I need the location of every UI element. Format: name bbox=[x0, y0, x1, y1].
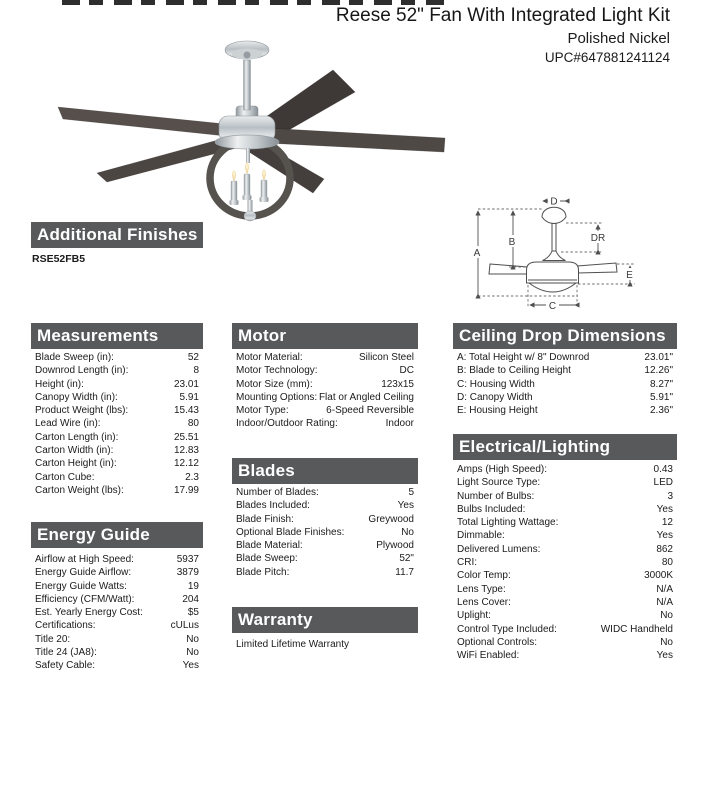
spec-row bbox=[31, 365, 203, 378]
spec-row bbox=[232, 405, 418, 418]
electrical-lighting-rows bbox=[453, 460, 677, 663]
spec-label: C: Housing Width bbox=[457, 378, 535, 390]
spec-row bbox=[31, 567, 203, 580]
spec-value: $5 bbox=[187, 607, 199, 619]
spec-row bbox=[453, 650, 677, 663]
ceiling-drop-rows bbox=[453, 349, 677, 418]
diagram-label-e: E bbox=[626, 270, 633, 281]
spec-label: Motor Size (mm): bbox=[236, 378, 313, 390]
spec-value: WIDC Handheld bbox=[600, 623, 673, 635]
diagram-label-c: C bbox=[548, 301, 557, 312]
spec-label: Motor Technology: bbox=[236, 365, 318, 377]
spec-value: 80 bbox=[187, 418, 199, 430]
spec-value: 12.26" bbox=[644, 365, 673, 377]
spec-label: Title 24 (JA8): bbox=[35, 647, 97, 659]
diagram-label-b: B bbox=[508, 237, 516, 248]
spec-row bbox=[232, 527, 418, 540]
spec-row bbox=[31, 607, 203, 620]
spec-label: B: Blade to Ceiling Height bbox=[457, 365, 571, 377]
spec-label: Indoor/Outdoor Rating: bbox=[236, 418, 338, 430]
spec-value: DC bbox=[399, 365, 414, 377]
spec-label: Certifications: bbox=[35, 620, 96, 632]
spec-value: LED bbox=[653, 477, 673, 489]
section-blades bbox=[232, 458, 418, 580]
spec-value: 5.91" bbox=[649, 391, 673, 403]
spec-label: Airflow at High Speed: bbox=[35, 554, 134, 565]
spec-label: D: Canopy Width bbox=[457, 391, 533, 403]
spec-row bbox=[31, 418, 203, 431]
spec-label: Efficiency (CFM/Watt): bbox=[35, 593, 135, 605]
spec-value: Yes bbox=[656, 650, 673, 662]
spec-value: 12.83 bbox=[173, 445, 199, 457]
spec-value: 0.43 bbox=[653, 464, 673, 475]
additional-finishes-heading: Additional Finishes bbox=[31, 222, 203, 248]
spec-row bbox=[453, 405, 677, 418]
spec-value: 123x15 bbox=[381, 378, 414, 390]
section-warranty bbox=[232, 607, 418, 650]
spec-label: Color Temp: bbox=[457, 570, 511, 582]
spec-value: 52 bbox=[187, 352, 199, 363]
spec-row bbox=[453, 491, 677, 504]
spec-row bbox=[453, 570, 677, 583]
spec-label: E: Housing Height bbox=[457, 405, 538, 417]
spec-row bbox=[232, 365, 418, 378]
spec-label: Lens Type: bbox=[457, 583, 506, 595]
spec-label: Bulbs Included: bbox=[457, 503, 526, 515]
product-finish: Polished Nickel bbox=[567, 29, 670, 47]
energy-guide-rows bbox=[31, 548, 203, 674]
spec-value: 2.3 bbox=[185, 471, 199, 483]
diagram-label-a: A bbox=[473, 248, 481, 259]
spec-row bbox=[453, 517, 677, 530]
spec-row bbox=[232, 514, 418, 527]
spec-label: Control Type Included: bbox=[457, 623, 557, 635]
spec-label: Motor Type: bbox=[236, 405, 289, 417]
spec-label: Blade Sweep (in): bbox=[35, 352, 114, 363]
spec-value: 80 bbox=[661, 557, 673, 569]
section-motor bbox=[232, 323, 418, 432]
spec-value: 17.99 bbox=[173, 484, 199, 496]
spec-label: Amps (High Speed): bbox=[457, 464, 548, 475]
spec-label: Number of Blades: bbox=[236, 487, 319, 498]
section-measurements bbox=[31, 323, 203, 498]
spec-value: No bbox=[401, 526, 414, 538]
spec-value: No bbox=[186, 633, 199, 645]
spec-row bbox=[453, 477, 677, 490]
spec-row bbox=[453, 610, 677, 623]
spec-label: Energy Guide Airflow: bbox=[35, 567, 132, 579]
spec-value: 23.01" bbox=[644, 352, 673, 363]
spec-value: 8 bbox=[193, 365, 199, 377]
motor-rows bbox=[232, 349, 418, 432]
spec-row bbox=[453, 557, 677, 570]
spec-row bbox=[31, 660, 203, 673]
spec-label: Number of Bulbs: bbox=[457, 490, 535, 502]
spec-label: Downrod Length (in): bbox=[35, 365, 129, 377]
spec-value: 3000K bbox=[644, 570, 673, 582]
spec-row bbox=[31, 405, 203, 418]
spec-row bbox=[31, 458, 203, 471]
spec-value: 12 bbox=[661, 517, 673, 529]
spec-row bbox=[31, 485, 203, 498]
warranty-text: Limited Lifetime Warranty bbox=[236, 639, 349, 650]
spec-value: 23.01 bbox=[173, 378, 199, 390]
blades-rows bbox=[232, 484, 418, 580]
spec-row bbox=[232, 352, 418, 365]
spec-row bbox=[31, 352, 203, 365]
spec-value: No bbox=[660, 636, 673, 648]
spec-label: Optional Controls: bbox=[457, 636, 538, 648]
spec-label: Carton Weight (lbs): bbox=[35, 484, 124, 496]
spec-value: 862 bbox=[656, 543, 673, 555]
spec-row bbox=[31, 472, 203, 485]
spec-value: 25.51 bbox=[173, 431, 199, 443]
spec-row bbox=[31, 379, 203, 392]
spec-value: 6-Speed Reversible bbox=[326, 405, 414, 417]
spec-label: Dimmable: bbox=[457, 530, 505, 542]
spec-label: CRI: bbox=[457, 557, 477, 569]
motor-housing bbox=[215, 106, 279, 149]
spec-label: Safety Cable: bbox=[35, 660, 96, 672]
measurements-rows bbox=[31, 349, 203, 498]
spec-label: Carton Height (in): bbox=[35, 458, 117, 470]
spec-row bbox=[453, 637, 677, 650]
spec-label: Product Weight (lbs): bbox=[35, 405, 129, 417]
spec-label: Uplight: bbox=[457, 610, 491, 622]
spec-label: Height (in): bbox=[35, 378, 84, 390]
product-upc: UPC#647881241124 bbox=[544, 50, 670, 66]
spec-row bbox=[232, 392, 418, 405]
spec-label: Carton Cube: bbox=[35, 471, 95, 483]
spec-value: 12.12 bbox=[173, 458, 199, 470]
spec-row bbox=[31, 445, 203, 458]
spec-value: Indoor bbox=[385, 418, 414, 430]
spec-value: 3 bbox=[667, 490, 673, 502]
spec-label: Title 20: bbox=[35, 633, 71, 645]
spec-value: Yes bbox=[397, 500, 414, 512]
spec-label: Lens Cover: bbox=[457, 596, 511, 608]
spec-row bbox=[31, 581, 203, 594]
spec-row bbox=[453, 352, 677, 365]
spec-value: N/A bbox=[656, 596, 673, 608]
spec-label: A: Total Height w/ 8" Downrod bbox=[457, 352, 590, 363]
spec-row bbox=[232, 487, 418, 500]
spec-label: WiFi Enabled: bbox=[457, 650, 520, 662]
spec-label: Delivered Lumens: bbox=[457, 543, 541, 555]
section-energy-guide bbox=[31, 522, 203, 674]
spec-row bbox=[31, 392, 203, 405]
spec-value: Plywood bbox=[376, 540, 414, 552]
spec-row bbox=[232, 540, 418, 553]
spec-row bbox=[232, 500, 418, 513]
spec-row bbox=[453, 624, 677, 637]
spec-value: No bbox=[186, 647, 199, 659]
spec-row bbox=[31, 594, 203, 607]
spec-value: No bbox=[660, 610, 673, 622]
spec-value: 5 bbox=[408, 487, 414, 498]
spec-row bbox=[453, 504, 677, 517]
spec-label: Blade Finish: bbox=[236, 513, 294, 525]
spec-value: 11.7 bbox=[395, 566, 414, 578]
spec-row bbox=[232, 567, 418, 580]
spec-value: 19 bbox=[187, 580, 199, 592]
spec-row bbox=[453, 464, 677, 477]
spec-row bbox=[453, 365, 677, 378]
spec-row bbox=[232, 379, 418, 392]
spec-value: Greywood bbox=[368, 513, 414, 525]
section-additional-finishes bbox=[31, 222, 203, 265]
spec-value: Flat or Angled Ceiling bbox=[318, 391, 414, 403]
spec-row bbox=[31, 432, 203, 445]
spec-label: Mounting Options: bbox=[236, 391, 318, 403]
spec-value: 3879 bbox=[176, 567, 199, 579]
measurements-heading: Measurements bbox=[31, 323, 203, 349]
diagram-label-dr: DR bbox=[590, 233, 606, 244]
spec-value: 52" bbox=[399, 553, 414, 565]
spec-label: Lead Wire (in): bbox=[35, 418, 101, 430]
downrod-canopy bbox=[225, 41, 269, 110]
spec-value: Yes bbox=[656, 530, 673, 542]
spec-value: 15.43 bbox=[173, 405, 199, 417]
product-title: Reese 52" Fan With Integrated Light Kit bbox=[335, 5, 670, 26]
energy-guide-heading: Energy Guide bbox=[31, 522, 203, 548]
spec-value: N/A bbox=[656, 583, 673, 595]
section-ceiling-drop bbox=[453, 323, 677, 418]
spec-label: Est. Yearly Energy Cost: bbox=[35, 607, 143, 619]
blades-heading: Blades bbox=[232, 458, 418, 484]
spec-label: Carton Width (in): bbox=[35, 445, 114, 457]
spec-label: Canopy Width (in): bbox=[35, 391, 118, 403]
spec-label: Carton Length (in): bbox=[35, 431, 119, 443]
spec-value: Silicon Steel bbox=[358, 352, 414, 363]
spec-value: Yes bbox=[182, 660, 199, 672]
warranty-heading: Warranty bbox=[232, 607, 418, 633]
section-electrical-lighting bbox=[453, 434, 677, 663]
spec-label: Blade Pitch: bbox=[236, 566, 290, 578]
spec-label: Blade Material: bbox=[236, 540, 303, 552]
spec-label: Blades Included: bbox=[236, 500, 310, 512]
spec-label: Total Lighting Wattage: bbox=[457, 517, 559, 529]
spec-value: 5.91 bbox=[179, 391, 199, 403]
spec-row bbox=[453, 544, 677, 557]
spec-value: 8.27" bbox=[649, 378, 673, 390]
spec-row bbox=[453, 530, 677, 543]
spec-value: Yes bbox=[656, 503, 673, 515]
spec-row bbox=[453, 584, 677, 597]
spec-row bbox=[31, 634, 203, 647]
spec-row bbox=[453, 392, 677, 405]
diagram-label-d: D bbox=[550, 196, 558, 208]
spec-row bbox=[453, 597, 677, 610]
spec-row bbox=[453, 379, 677, 392]
spec-label: Blade Sweep: bbox=[236, 553, 298, 565]
ceiling-drop-diagram bbox=[465, 190, 680, 315]
ceiling-drop-heading: Ceiling Drop Dimensions bbox=[453, 323, 677, 349]
motor-heading: Motor bbox=[232, 323, 418, 349]
spec-value: 5937 bbox=[176, 554, 199, 565]
spec-row bbox=[232, 553, 418, 566]
spec-row bbox=[31, 554, 203, 567]
spec-value: 204 bbox=[182, 593, 199, 605]
spec-row bbox=[31, 647, 203, 660]
spec-label: Energy Guide Watts: bbox=[35, 580, 127, 592]
electrical-lighting-heading: Electrical/Lighting bbox=[453, 434, 677, 460]
spec-row bbox=[232, 418, 418, 431]
spec-label: Motor Material: bbox=[236, 352, 303, 363]
spec-label: Optional Blade Finishes: bbox=[236, 526, 345, 538]
spec-row bbox=[31, 620, 203, 633]
model-code: RSE52FB5 bbox=[32, 253, 86, 265]
spec-value: cULus bbox=[170, 620, 199, 632]
spec-label: Light Source Type: bbox=[457, 477, 541, 489]
spec-value: 2.36" bbox=[649, 405, 673, 417]
